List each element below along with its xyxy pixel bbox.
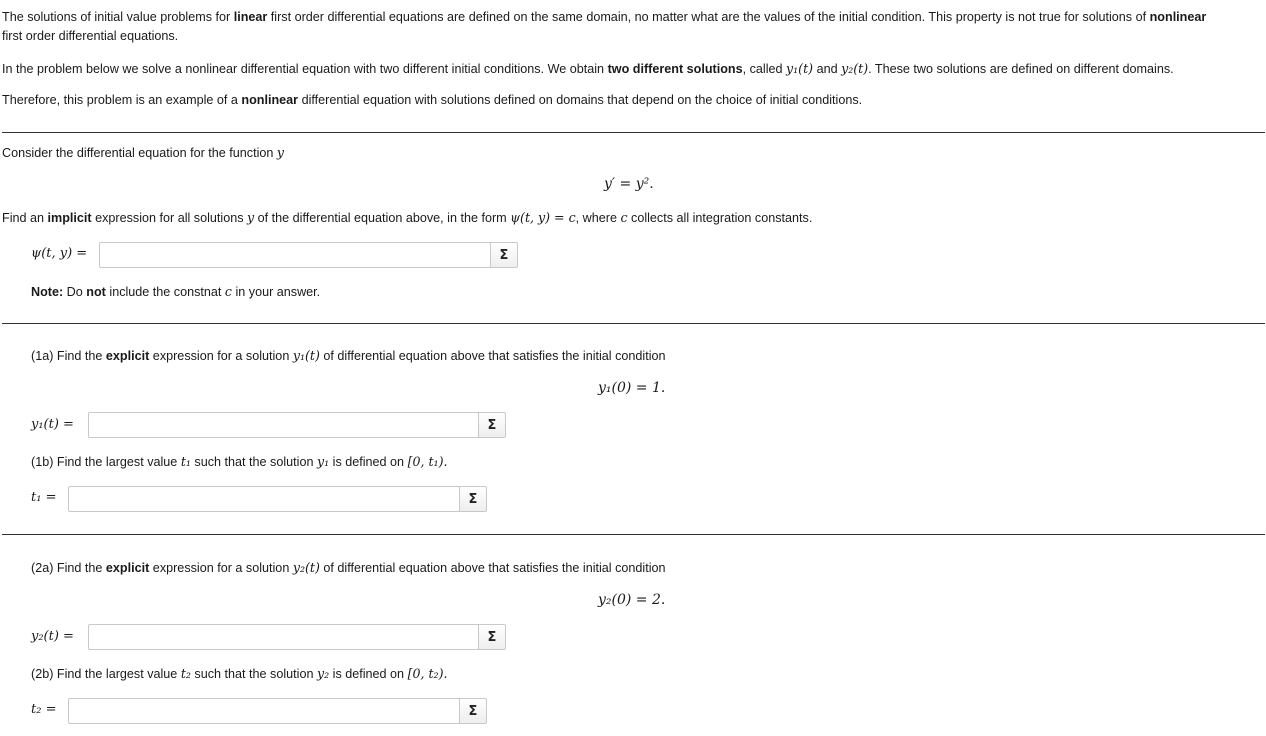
t2-answer-input[interactable] xyxy=(68,698,460,724)
psi-answer-label: ψ(t, y) = xyxy=(31,246,88,261)
initial-condition-2: y₂(0) = 2. xyxy=(598,592,666,608)
note-text: Note: Do not include the constnat c in your answer. xyxy=(31,284,321,299)
intro-paragraph-1-line-2: first order differential equations. xyxy=(2,29,179,43)
y2-equation-editor-button[interactable] xyxy=(478,624,506,650)
divider-2 xyxy=(2,323,1265,324)
t2-equation-editor-button[interactable] xyxy=(459,698,487,724)
y2-answer-input[interactable] xyxy=(88,624,479,650)
intro-paragraph-1: The solutions of initial value problems for linear first order differential equations are defined on the same domain, no matter what are the values of the initial condition. This property is not true for solutions of nonlinear xyxy=(2,10,1207,24)
psi-equation-editor-button[interactable] xyxy=(490,242,518,268)
sigma-icon: Σ xyxy=(468,491,478,507)
y1-answer-input[interactable] xyxy=(88,412,479,438)
y2-answer-label: y₂(t) = xyxy=(31,629,74,644)
t1-equation-editor-button[interactable] xyxy=(459,486,487,512)
t1-answer-label: t₁ = xyxy=(31,490,57,505)
question-1b: (1b) Find the largest value t₁ such that the solution y₁ is defined on [0, t₁). xyxy=(31,454,448,469)
implicit-question: Find an implicit expression for all solutions y of the differential equation above, in the form ψ(t, y) = c, where c collects all integration constants. xyxy=(2,210,813,225)
sigma-icon: Σ xyxy=(487,629,497,645)
question-1a: (1a) Find the explicit expression for a solution y₁(t) of differential equation above that satisfies the initial condition xyxy=(31,348,666,363)
intro-paragraph-2: In the problem below we solve a nonlinear differential equation with two different initial conditions. We obtain two different solutions, called y₁(t) and y₂(t). These two solutions are defined on different domains. xyxy=(2,61,1174,76)
sigma-icon: Σ xyxy=(499,247,509,263)
y1-equation-editor-button[interactable] xyxy=(478,412,506,438)
psi-answer-input[interactable] xyxy=(99,242,491,268)
t2-answer-label: t₂ = xyxy=(31,702,57,717)
sigma-icon: Σ xyxy=(487,417,497,433)
t1-answer-input[interactable] xyxy=(68,486,460,512)
intro-paragraph-3: Therefore, this problem is an example of a nonlinear differential equation with solutions defined on domains that depend on the choice of initial conditions. xyxy=(2,93,863,107)
sigma-icon: Σ xyxy=(468,703,478,719)
differential-equation: y′ = y². xyxy=(604,176,654,192)
divider-1 xyxy=(2,132,1265,133)
y1-answer-label: y₁(t) = xyxy=(31,417,74,432)
initial-condition-1: y₁(0) = 1. xyxy=(598,380,666,396)
consider-text: Consider the differential equation for the function y xyxy=(2,145,285,160)
divider-3 xyxy=(2,534,1265,535)
question-2a: (2a) Find the explicit expression for a solution y₂(t) of differential equation above that satisfies the initial condition xyxy=(31,560,666,575)
question-2b: (2b) Find the largest value t₂ such that the solution y₂ is defined on [0, t₂). xyxy=(31,666,448,681)
